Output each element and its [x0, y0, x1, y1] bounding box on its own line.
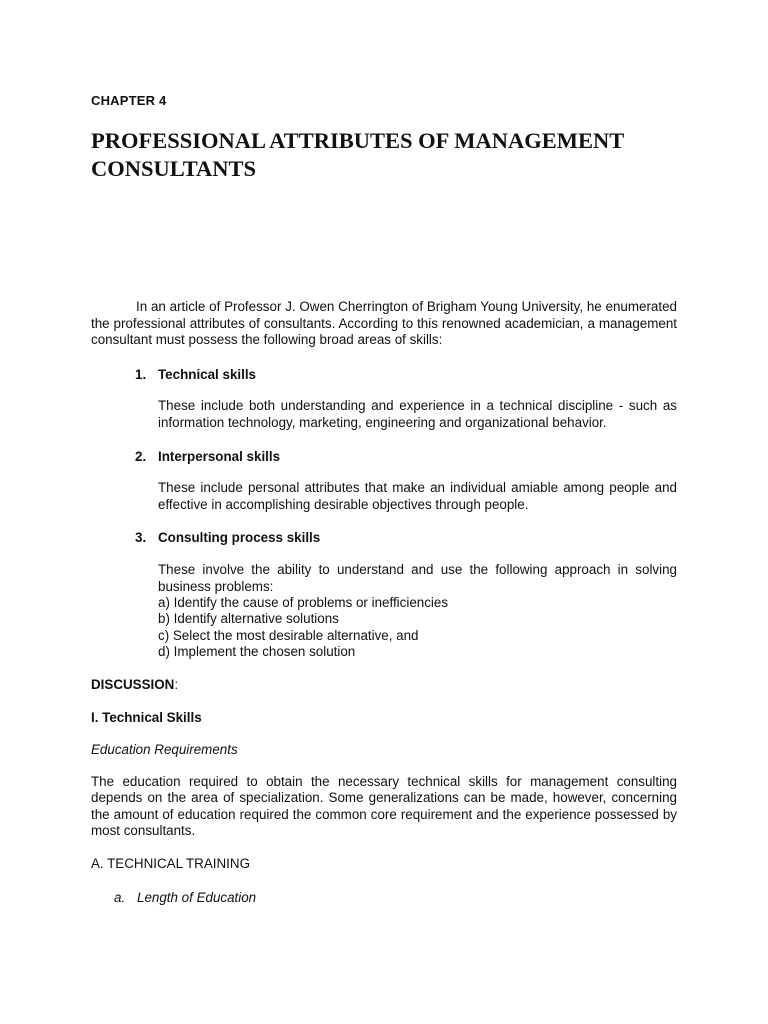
skill-number: 3.	[135, 530, 147, 545]
skill-description: These involve the ability to understand and use the following approach in solving business problems:	[158, 562, 677, 594]
intro-paragraph: In an article of Professor J. Owen Cherrington of Brigham Young University, he enumerated the professional attributes of consultants. According to this renowned academician, a management consultant must possess the following broad areas of skills:	[91, 299, 677, 348]
skill-description: These include both understanding and experience in a technical discipline - such as information technology, marketing, engineering and organizational behavior.	[158, 398, 677, 430]
process-step: b) Identify alternative solutions	[158, 611, 339, 626]
skill-heading: Interpersonal skills	[158, 449, 281, 464]
skill-number: 1.	[135, 367, 147, 382]
discussion-heading	[91, 677, 178, 692]
process-step: d) Implement the chosen solution	[158, 644, 356, 659]
technical-training-heading: A. TECHNICAL TRAINING	[91, 856, 250, 871]
chapter-label: CHAPTER 4	[91, 93, 167, 108]
skill-heading: Technical skills	[158, 367, 256, 382]
body-paragraph: The education required to obtain the necessary technical skills for management consulting depends on the area of specialization. Some generalizations can be made, however, concerning the amount of education required the common core requirement and the experience possessed by most consultants.	[91, 774, 677, 839]
discussion-label: DISCUSSION	[91, 677, 175, 692]
process-step: a) Identify the cause of problems or inefficiencies	[158, 595, 449, 610]
skill-number: 2.	[135, 449, 147, 464]
page-title: PROFESSIONAL ATTRIBUTES OF MANAGEMENT CONSULTANTS	[91, 128, 624, 181]
sub-item-letter: a.	[114, 890, 126, 905]
skill-heading: Consulting process skills	[158, 530, 321, 545]
process-step: c) Select the most desirable alternative, and	[158, 628, 419, 643]
subsection-heading: Education Requirements	[91, 742, 238, 757]
sub-item-heading: Length of Education	[137, 890, 257, 905]
section-heading: I. Technical Skills	[91, 710, 202, 725]
skill-description: These include personal attributes that make an individual amiable among people and effective in accomplishing desirable objectives through people.	[158, 480, 677, 512]
discussion-colon: :	[174, 677, 179, 692]
